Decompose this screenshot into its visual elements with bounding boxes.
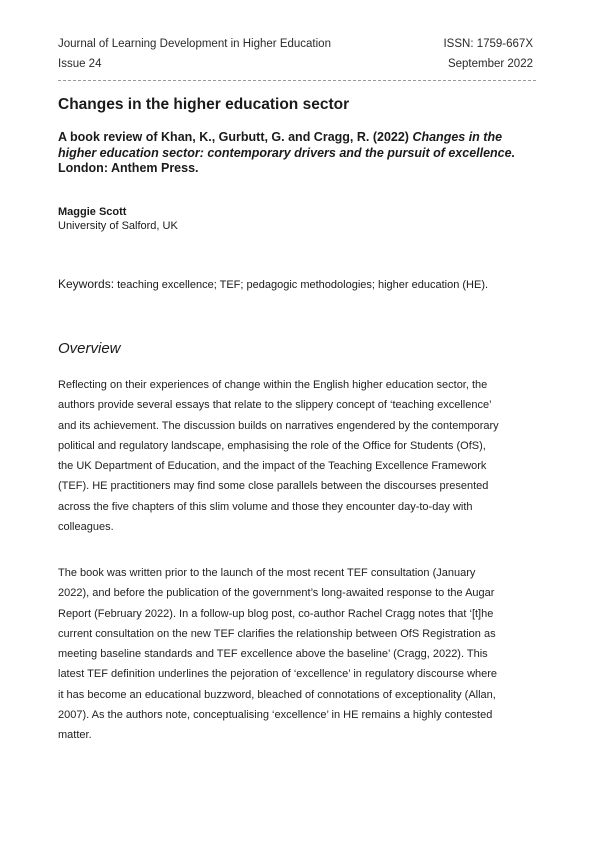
paragraph-line: (TEF). HE practitioners may find some close parallels between the discourses presented [58, 480, 489, 493]
paragraph-line: across the five chapters of this slim volume and those they encounter day-to-day with [58, 500, 473, 513]
issn: ISSN: 1759-667X [443, 38, 533, 50]
author-affiliation: University of Salford, UK [58, 220, 178, 232]
article-title: Changes in the higher education sector [58, 96, 350, 113]
overview-paragraph-1 [58, 375, 538, 537]
header-divider [58, 80, 536, 81]
paragraph-line: political and regulatory landscape, emphasising the role of the Office for Students (OfS), [58, 439, 486, 452]
reviewed-book-title: Changes in the higher education sector: contemporary drivers and the pursuit of excellence. [58, 130, 516, 160]
paragraph-line: matter. [58, 729, 92, 742]
paragraph-line: Reflecting on their experiences of change within the English higher education sector, the [58, 379, 488, 391]
paragraph-line: it has become an educational buzzword, bleached of connotations of exceptionality (Allan, [58, 688, 496, 701]
author-name: Maggie Scott [58, 206, 127, 218]
running-header-bottom [58, 57, 533, 71]
keywords-label: Keywords: [58, 277, 115, 291]
reviewed-book-publisher: London: Anthem Press. [58, 161, 199, 175]
paragraph-line: meeting baseline standards and TEF excellence above the baseline’ (Cragg, 2022). This [58, 648, 488, 661]
paragraph-line: Report (February 2022). In a follow-up blog post, co-author Rachel Cragg notes that ‘[t]he [58, 607, 494, 620]
issue-date: September 2022 [447, 58, 533, 70]
paragraph-line: colleagues. [58, 521, 114, 534]
paragraph-line: current consultation on the new TEF clarifies the relationship between OfS Registration as [58, 627, 496, 640]
keywords-list: teaching excellence; TEF; pedagogic methodologies; higher education (HE). [117, 279, 489, 291]
section-heading-overview: Overview [58, 340, 121, 357]
review-prefix: A book review of Khan, K., Gurbutt, G. and Cragg, R. (2022) [58, 130, 413, 144]
journal-name: Journal of Learning Development in Higher Education [58, 38, 331, 50]
keywords [58, 277, 538, 292]
paragraph-line: The book was written prior to the launch of the most recent TEF consultation (January [58, 567, 476, 579]
book-review-citation [58, 130, 538, 177]
paragraph-line: the UK Department of Education, and the impact of the Teaching Excellence Framework [58, 460, 487, 473]
paragraph-line: 2022), and before the publication of the government’s long-awaited response to the Augar [58, 587, 495, 600]
paragraph-line: authors provide several essays that relate to the slippery concept of ‘teaching excellence’ [58, 399, 492, 412]
overview-paragraph-2 [58, 563, 538, 746]
issue-number: Issue 24 [58, 58, 102, 70]
paragraph-line: latest TEF definition underlines the pejoration of ‘excellence’ in regulatory discourse where [58, 668, 498, 681]
paragraph-line: 2007). As the authors note, conceptualising ‘excellence’ in HE remains a highly contested [58, 709, 493, 722]
running-header-top [58, 37, 533, 51]
paragraph-line: and its achievement. The discussion builds on narratives engendered by the contemporary [58, 419, 499, 432]
